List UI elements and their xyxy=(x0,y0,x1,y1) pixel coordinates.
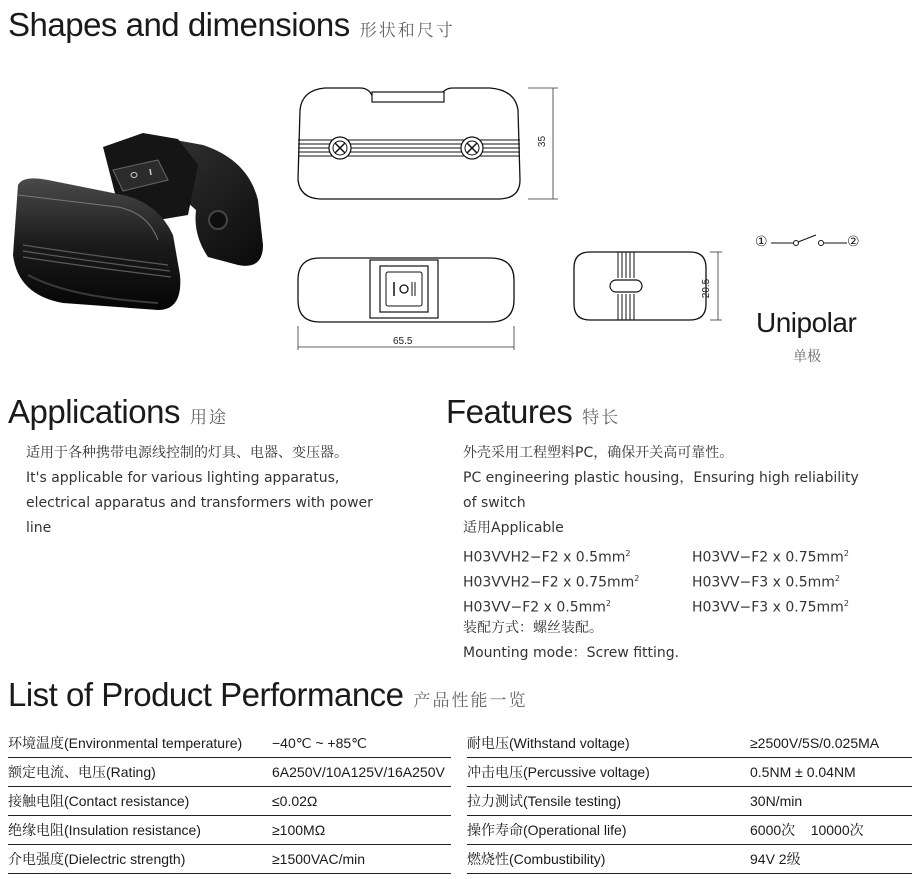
spec-label: 操作寿命(Operational life) xyxy=(467,816,750,845)
product-photo xyxy=(8,125,268,320)
features-title-en: Features xyxy=(446,393,573,430)
applications-title-cn: 用途 xyxy=(189,408,228,428)
applications-title-en: Applications xyxy=(8,393,180,430)
spec-label: 燃烧性(Combustibility) xyxy=(467,845,750,874)
circuit-symbol xyxy=(755,234,865,254)
section-title-cn: 形状和尺寸 xyxy=(359,21,455,41)
cable-row: H03VVH2−F2 x $0.5mm^2$ H03VV−F2 x $0.75mm^2$ xyxy=(463,549,849,566)
spec-label: 绝缘电阻(Insulation resistance) xyxy=(8,816,272,845)
spec-label: 接触电阻(Contact resistance) xyxy=(8,787,272,816)
spec-value: ≥2500V/5S/0.025MA xyxy=(750,729,912,758)
spec-value: 6000次 10000次 xyxy=(750,816,912,845)
spec-label: 额定电流、电压(Rating) xyxy=(8,758,272,787)
cable-spec: H03VVH2−F2 x 0.75mm xyxy=(463,574,635,591)
features-line: 适用Applicable xyxy=(463,520,564,536)
cable-spec: H03VVH2−F2 x 0.5mm xyxy=(463,549,626,566)
table-row xyxy=(8,787,451,816)
dimension-width: 65.5 xyxy=(393,336,413,347)
cable-row: H03VV−F2 x $0.5mm^2$ H03VV−F3 x $0.75mm^2$ xyxy=(463,599,849,616)
cable-spec: H03VV−F2 x 0.5mm xyxy=(463,599,606,616)
cable-row: H03VVH2−F2 x $0.75mm^2$ H03VV−F3 x $0.5mm^2$ xyxy=(463,574,841,591)
mounting-mode-en: Mounting mode：Screw fitting. xyxy=(463,645,680,661)
cable-spec: H03VV−F3 x 0.5mm xyxy=(692,574,835,591)
spec-value: 30N/min xyxy=(750,787,912,816)
mounting-mode-cn: 装配方式：螺丝装配。 xyxy=(463,620,603,636)
performance-title-en: List of Product Performance xyxy=(8,676,404,713)
spec-value: ≥1500VAC/min xyxy=(272,845,451,874)
table-row xyxy=(8,758,451,787)
spec-label: 介电强度(Dielectric strength) xyxy=(8,845,272,874)
switch-type-en: Unipolar xyxy=(756,307,857,338)
table-row xyxy=(8,729,451,758)
features-title-cn: 特长 xyxy=(582,408,621,428)
switch-symbol-icon xyxy=(771,234,851,254)
cable-spec: H03VV−F2 x 0.75mm xyxy=(692,549,844,566)
applications-line: electrical apparatus and transformers with power xyxy=(26,495,373,511)
dimension-side-height: 20.5 xyxy=(701,278,713,299)
front-view-drawing xyxy=(290,80,560,210)
spec-label: 拉力测试(Tensile testing) xyxy=(467,787,750,816)
features-line: PC engineering plastic housing，Ensuring high reliability xyxy=(463,470,859,486)
performance-title-cn: 产品性能一览 xyxy=(413,691,528,711)
performance-table-right xyxy=(467,729,912,874)
applications-text xyxy=(26,441,373,541)
table-row xyxy=(467,758,912,787)
applications-line: It's applicable for various lighting apparatus, xyxy=(26,470,340,486)
features-line: of switch xyxy=(463,495,526,511)
section-header-features xyxy=(446,393,620,431)
section-header-performance xyxy=(8,676,528,714)
applications-line: line xyxy=(26,520,52,536)
table-row xyxy=(467,787,912,816)
switch-type-cn: 单极 xyxy=(793,349,821,365)
spec-value: ≥100MΩ xyxy=(272,816,451,845)
performance-table-left xyxy=(8,729,451,874)
features-line: 外壳采用工程塑料PC，确保开关高可靠性。 xyxy=(463,445,734,461)
terminal-2: ② xyxy=(847,234,860,250)
table-row xyxy=(467,816,912,845)
top-view-drawing xyxy=(290,250,530,350)
table-row xyxy=(467,729,912,758)
spec-label: 环境温度(Environmental temperature) xyxy=(8,729,272,758)
table-row xyxy=(467,845,912,874)
applications-line: 适用于各种携带电源线控制的灯具、电器、变压器。 xyxy=(26,445,348,461)
spec-value: −40℃ ~ +85℃ xyxy=(272,729,451,758)
section-title-en: Shapes and dimensions xyxy=(8,6,350,43)
section-header-applications xyxy=(8,393,228,431)
table-row xyxy=(8,816,451,845)
spec-label: 冲击电压(Percussive voltage) xyxy=(467,758,750,787)
spec-value: 0.5NM ± 0.04NM xyxy=(750,758,912,787)
terminal-1: ① xyxy=(755,234,768,250)
dimension-height: 35 xyxy=(537,135,549,148)
features-text xyxy=(463,441,859,666)
section-header-shapes xyxy=(8,6,455,44)
table-row xyxy=(8,845,451,874)
spec-value: 94V 2级 xyxy=(750,845,912,874)
spec-value: 6A250V/10A125V/16A250V xyxy=(272,758,451,787)
spec-label: 耐电压(Withstand voltage) xyxy=(467,729,750,758)
spec-value: ≤0.02Ω xyxy=(272,787,451,816)
cable-spec: H03VV−F3 x 0.75mm xyxy=(692,599,844,616)
